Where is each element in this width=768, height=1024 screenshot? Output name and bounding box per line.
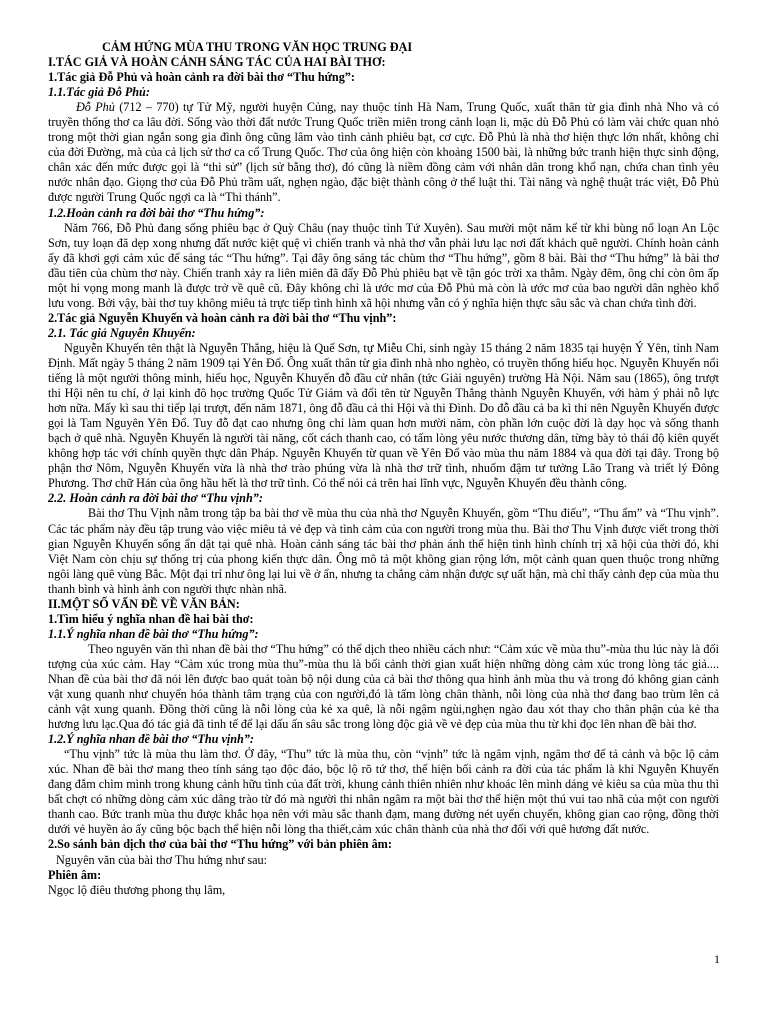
paragraph-thu-hung-title-meaning: Theo nguyên văn thì nhan đề bài thơ “Thu hứng” có thể dịch theo nhiều cách như: “Cảm xúc về mùa thu”-mùa thu lúc này là đối tượng của xúc cảm. Hay “Cảm xúc trong mùa thu”-mùa thu là bối cảnh thời gian xuất hiện những dòng cảm xúc trong lòng tác giả.... Nhan đề của bài thơ đã nói lên được bao quát toàn bộ nội dung của cả bài thơ thông qua hình ảnh mùa thu và trong đó không gian cảnh vật xung quanh như chuyển hóa thành tâm trạng của con người,đó là tấm lòng chân thành, nỗi lòng của nhà thơ đang bao trùm lên cả cảnh vật xung quanh. Đồng thời cũng là nỗi lòng của kẻ xa quê, là nỗi ngậm ngùi,nghẹn ngào đau xót thay cho thân phận của kẻ tha hương lưu lạc.Qua đó tác giả đã tinh tế để lại dấu ấn sâu sắc trong lòng độc giả về vẻ đẹp của mùa thu từ khi đọc lên nhan đề bài thơ. xyxy=(48,641,719,732)
subsubsection-heading-2-1-2: 1.2.Ý nghĩa nhan đề bài thơ “Thu vịnh”: xyxy=(48,732,254,747)
document-title: CẢM HỨNG MÙA THU TRONG VĂN HỌC TRUNG ĐẠI xyxy=(102,40,413,54)
paragraph-thu-vinh-title-meaning: “Thu vịnh” tức là mùa thu làm thơ. Ở đây, “Thu” tức là mùa thu, còn “vịnh” tức là ngâm vịnh, ngâm thơ để tả cảnh và bộc lộ cảm xúc. Nhan đề bài thơ mang theo tính sáng tạo độc đáo, bộc lộ rõ tứ thơ, thể hiện bối cảnh ra đời của tác phẩm là khi Nguyễn Khuyến đang đắm chìm mình trong khung cảnh hữu tình của đất trời, khung cảnh thiên nhiên như khoác lên mình dáng vẻ kiêu sa của mùa thu thì bất chợt có những dòng cảm xúc dâng trào từ đó mà người thi nhân ngâm ra một bài thơ thể hiện một thú vui tao nhã của một con người thanh cao. Bức tranh mùa thu được khắc họa nên với màu sắc thanh đạm, mang đường nét uyển chuyển, không gian cao rộng, đồng thời dưới vẻ huyền ảo ấy cũng bộc bạch thể hiện nỗi lòng tha thiết,cảm xúc chân thành của nhà thơ đối với quê hương đất nước. xyxy=(48,747,719,837)
subsection-heading-1-1: 1.Tác giả Đỗ Phủ và hoàn cảnh ra đời bài thơ “Thu hứng”: xyxy=(48,70,355,85)
subsubsection-heading-1-1-2: 1.2.Hoàn cảnh ra đời bài thơ “Thu hứng”: xyxy=(48,205,265,220)
subsubsection-heading-1-2-1: 2.1. Tác giả Nguyễn Khuyến: xyxy=(48,325,196,340)
subsubsection-heading-1-1-1: 1.1.Tác giả Đỗ Phủ: xyxy=(48,85,150,100)
section-heading-2: II.MỘT SỐ VẤN ĐỀ VỀ VĂN BẢN: xyxy=(48,596,240,611)
subsubsection-heading-2-1-1: 1.1.Ý nghĩa nhan đề bài thơ “Thu hứng”: xyxy=(48,626,259,641)
subsection-heading-2-2: 2.So sánh bản dịch thơ của bài thơ “Thu hứng” với bản phiên âm: xyxy=(48,837,392,852)
subsubsection-heading-1-2-2: 2.2. Hoàn cảnh ra đời bài thơ “Thu vịnh”: xyxy=(48,491,263,506)
paragraph-do-phu-bio xyxy=(48,100,719,205)
page-number: 1 xyxy=(714,952,720,966)
do-phu-name: Đỗ Phủ xyxy=(76,100,115,115)
paragraph-nguyen-khuyen-bio: Nguyễn Khuyến tên thật là Nguyễn Thắng, hiệu là Quế Sơn, tự Miễu Chi, sinh ngày 15 tháng 2 năm 1835 tại huyện Ý Yên, tỉnh Nam Định. Mất ngày 5 tháng 2 năm 1909 tại Yên Đổ. Ông xuất thân từ gia đình nhà nho nghèo, có truyền thống hiếu học. Nguyễn Khuyến nổi tiếng là một người thông minh, hiếu học, Nguyễn Khuyến đỗ đầu cử nhân (tức Giải nguyên) trường Hà Nội. Năm sau (1865), ông trượt thi Hội nên tu chí, ở lại kinh đô học trường Quốc Tử Giám và đổi tên từ Nguyễn Thắng thành Nguyễn Khuyến, với hàm ý phải nỗ lực hơn nữa. Mấy kì sau thi tiếp lại trượt, đến năm 1871, ông đỗ đầu cả thi Hội và thi Đình. Do đỗ đầu cả ba kì thi nên Nguyễn Khuyến được gọi là Tam Nguyên Yên Đổ. Tuy đỗ đạt cao nhưng ông chỉ làm quan hơn mười năm, còn phần lớn cuộc đời là dạy học và sống thanh bạch ở quê nhà. Nguyễn Khuyến là người tài năng, cốt cách thanh cao, có tấm lòng yêu nước thương dân, từng bày tỏ thái độ kiên quyết không hợp tác với chính quyền thực dân Pháp. Nguyễn Khuyến từ quan về Yên Đổ vào mùa thu năm 1884 và qua đời tại đây. Trong bộ phận thơ Nôm, Nguyễn Khuyến vừa là nhà thơ trào phúng vừa là nhà thơ trữ tình, nhuốm đậm tư tưởng Lão Trang và triết lý Đông Phương. Thơ chữ Hán của ông hầu hết là thơ trữ tình. Có thể nói cả trên hai lĩnh vực, Nguyễn Khuyến đều thành công. xyxy=(48,340,719,491)
subsection-heading-1-2: 2.Tác giả Nguyễn Khuyến và hoàn cảnh ra đời bài thơ “Thu vịnh”: xyxy=(48,310,397,325)
paragraph-do-phu-bio-text: (712 – 770) tự Tử Mỹ, người huyện Củng, nay thuộc tỉnh Hà Nam, Trung Quốc, xuất thân từ gia đình nhà Nho và có truyền thống thơ ca lâu đời. Sống vào thời đất nước Trung Quốc triền miên trong cảnh loạn li, mặc dù Đỗ Phủ có làm vài chức quan nhỏ trong một thời gian ngắn song gia đình ông cũng lâm vào tình cảnh phiêu bạt, cơ cực. Đỗ Phủ là nhà thơ hiện thực lớn nhất, không chỉ của đời Đường, mà của cả lịch sử thơ ca cổ Trung Quốc. Thơ của ông hiện còn khoảng 1500 bài, là những bức tranh hiện thực sinh động, chân xác đến mức được gọi là “thi sử” (lịch sử bằng thơ), đó cũng là niềm đồng cảm với nhân dân trong khổ nạn, chứa chan tình yêu nước nhân đạo. Giọng thơ của Đỗ Phủ trầm uất, nghẹn ngào, đặc biệt thành công ở thể luật thi. Tài năng và nghệ thuật trác việt, Đỗ Phủ được người Trung Quốc ngợi ca là “Thi thánh”. xyxy=(48,100,719,205)
subsection-heading-2-1: 1.Tìm hiểu ý nghĩa nhan đề hai bài thơ: xyxy=(48,611,254,626)
paragraph-thu-hung-context: Năm 766, Đỗ Phủ đang sống phiêu bạc ở Quỳ Châu (nay thuộc tỉnh Tứ Xuyên). Sau mười một năm kể từ khi bùng nổ loạn An Lộc Sơn, tuy loạn đã dẹp xong nhưng đất nước kiệt quệ vì chiến tranh và nhà thơ vẫn phải lưu lạc nơi đất khách quê người. Chính hoàn cảnh ấy đã khơi gợi cảm xúc để sáng tác “Thu hứng”. Tại đây ông sáng tác chùm thơ “Thu hứng”, gồm 8 bài. Bài thơ “Thu hứng” là bài thơ đầu tiên của chùm thơ này. Chiến tranh xảy ra liên miên đã đẩy Đỗ Phủ phiêu bạt về tận góc trời xa thẳm. Ngày đêm, ông chỉ còn ôm ấp một hi vọng mong manh là được trở về quê cũ. Đây không chỉ là ước mơ của Đỗ Phủ mà còn là ước mơ của bao người dân nghèo khổ lưu vong. Bởi vậy, bài thơ tuy không miêu tả trực tiếp tình hình xã hội nhưng vẫn có ý nghĩa hiện thực sâu sắc và chan chứa tình đời. xyxy=(48,220,719,310)
verse-line-1: Ngọc lộ điêu thương phong thụ lâm, xyxy=(48,882,226,897)
paragraph-thu-vinh-context: Bài thơ Thu Vịnh nằm trong tập ba bài thơ về mùa thu của nhà thơ Nguyễn Khuyến, gồm “Thu điếu”, “Thu ẩm” và “Thu vịnh”. Các tác phẩm này đều tập trung vào việc miêu tả vẻ đẹp và tình cảm của con người trong mùa thu. Bài thơ Thu Vịnh được viết trong thời gian Nguyễn Khuyến sống ẩn dật tại quê nhà. Hoàn cảnh sáng tác bài thơ phản ánh thể hiện tình hình chính trị xã hội của thời đó, khi Việt Nam còn chịu sự thống trị của phong kiến thực dân. Ông mô tả một không gian rộng lớn, một cảnh quan quen thuộc trong những ngôi làng quê vùng Bắc. Một đại trí như ông lại lui về ở ẩn, nhưng ta chẳng cảm nhận được sự uất hận, mà chỉ thấy cảnh đẹp của mùa thu thanh bình và hình ảnh con người thực nhàn nhã. xyxy=(48,506,719,596)
paragraph-original-text-intro: Nguyên văn của bài thơ Thu hứng như sau: xyxy=(56,852,268,867)
section-heading-1: I.TÁC GIẢ VÀ HOÀN CẢNH SÁNG TÁC CỦA HAI BÀI THƠ: xyxy=(48,55,386,70)
phien-am-label: Phiên âm: xyxy=(48,867,102,882)
